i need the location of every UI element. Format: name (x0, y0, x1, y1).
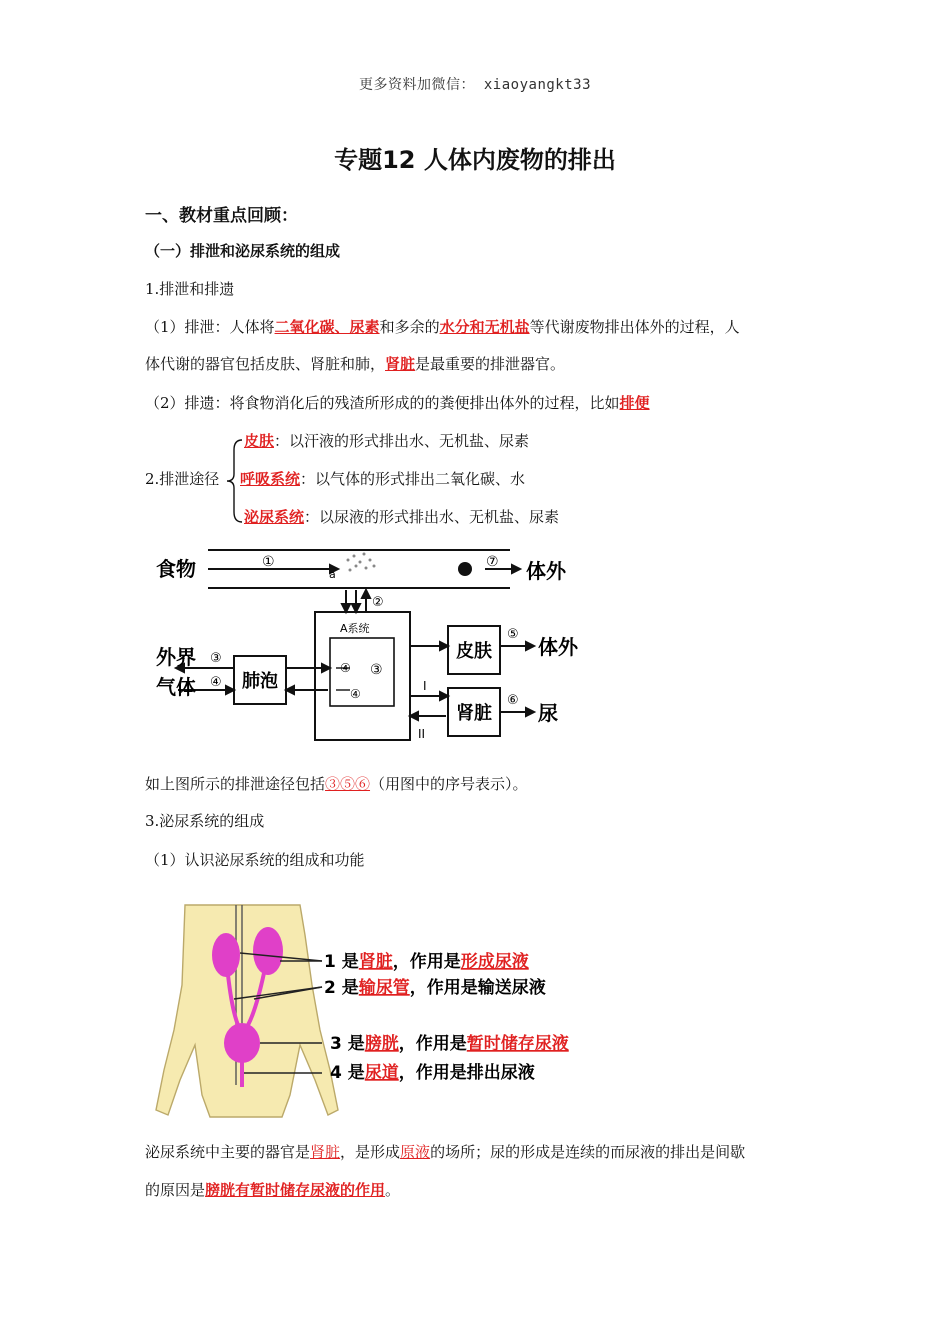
label-n1: ① (262, 554, 275, 570)
text: 的场所；尿的形成是连续的而尿液的排出是间歇 (430, 1143, 746, 1161)
answer-text: 呼吸系统 (240, 470, 301, 488)
answer-text: 原液 (400, 1143, 431, 1161)
text: 泌尿系统中主要的器官是 (145, 1143, 311, 1161)
text: 是最重要的排泄器官。 (415, 355, 566, 373)
label-n3: ③ (210, 651, 222, 666)
text: ：以汗液的形式排出水、无机盐、尿素 (274, 432, 530, 450)
route-respiratory (240, 468, 525, 489)
label-I: I (423, 679, 427, 693)
label-lung: 肺泡 (242, 671, 278, 692)
label-outside-air-2: 气体 (156, 675, 196, 699)
text: ，是形成 (340, 1143, 401, 1161)
answer-text: 膀胱 (364, 1034, 399, 1054)
paragraph-excretion-line1 (145, 316, 740, 337)
answer-text: 形成尿液 (460, 952, 529, 972)
excretion-pathway-diagram (150, 540, 590, 755)
text: （1）排泄：人体将 (145, 318, 275, 336)
label-system-a: A系统 (340, 622, 370, 635)
section-heading: 一、教材重点回顾： (145, 206, 298, 226)
text: ：以尿液的形式排出水、无机盐、尿素 (304, 508, 560, 526)
paragraph-summary-line1 (145, 1141, 745, 1162)
label-n6: ⑥ (507, 693, 519, 708)
item-2-label: 2.排泄途径 (145, 470, 220, 488)
route-skin (244, 430, 529, 451)
label-II: II (418, 727, 426, 741)
label-n2: ② (372, 595, 384, 610)
label-outside-1: 体外 (526, 559, 566, 583)
item-3-1-heading: （1）认识泌尿系统的组成和功能 (145, 851, 365, 869)
text: ，作用是输送尿液 (409, 978, 546, 998)
answer-text: 二氧化碳、尿素 (274, 318, 380, 336)
text: ，作用是 (392, 952, 461, 972)
answer-text: 肾脏 (385, 355, 416, 373)
label-kidney: 肾脏 (456, 703, 492, 724)
text: 如上图所示的排泄途径包括 (145, 775, 326, 793)
answer-text: 输尿管 (358, 978, 410, 998)
answer-text: 泌尿系统 (244, 508, 305, 526)
label-n4: ④ (210, 675, 222, 690)
callout-4 (330, 1062, 535, 1083)
text: 和多余的 (379, 318, 440, 336)
answer-text: 水分和无机盐 (439, 318, 530, 336)
label-a: a (329, 568, 336, 581)
answer-text: 暂时储存尿液 (466, 1034, 569, 1054)
text: ，作用是 (398, 1034, 467, 1054)
item-1-heading: 1.排泄和排遗 (145, 280, 235, 298)
label-n4-inner: ④ (340, 661, 351, 675)
text: 。 (385, 1181, 401, 1199)
page-header: 更多资料加微信： xiaoyangkt33 (358, 77, 592, 93)
route-urinary (244, 506, 559, 527)
text: 4 是 (330, 1063, 365, 1083)
answer-text: 皮肤 (244, 432, 275, 450)
text: 1 是 (324, 952, 359, 972)
page-title: 专题12 人体内废物的排出 (334, 146, 616, 174)
callout-1 (324, 951, 529, 972)
item-3-heading: 3.泌尿系统的组成 (145, 812, 265, 830)
paragraph-egestion (145, 392, 650, 413)
label-n7: ⑦ (486, 554, 499, 570)
text: 的原因是 (145, 1181, 206, 1199)
text: 体代谢的器官包括皮肤、肾脏和肺， (145, 355, 386, 373)
text: 3 是 (330, 1034, 365, 1054)
urinary-system-diagram (150, 895, 610, 1120)
label-food: 食物 (156, 557, 196, 581)
answer-text: 肾脏 (310, 1143, 341, 1161)
text: （用图中的序号表示）。 (370, 775, 528, 793)
text: 等代谢废物排出体外的过程，人 (529, 318, 740, 336)
label-outside-2: 体外 (538, 635, 578, 659)
label-n5: ⑤ (507, 627, 519, 642)
paragraph-diagram-answer (145, 773, 528, 794)
label-n4-inner-2: ④ (350, 687, 361, 701)
text: （2）排遗：将食物消化后的残渣所形成的的粪便排出体外的过程，比如 (145, 394, 620, 412)
answer-text: 肾脏 (358, 952, 393, 972)
subsection-heading: （一）排泄和泌尿系统的组成 (145, 242, 341, 260)
label-urine: 尿 (538, 701, 558, 725)
text: 2 是 (324, 978, 359, 998)
label-outside-air-1: 外界 (156, 645, 196, 669)
paragraph-excretion-line2 (145, 353, 565, 374)
label-n3-inner: ③ (370, 662, 383, 678)
answer-text: 排便 (619, 394, 650, 412)
callout-3 (330, 1033, 569, 1054)
answer-text: 尿道 (364, 1063, 399, 1083)
answer-text: ③⑤⑥ (325, 775, 371, 793)
text: ，作用是排出尿液 (398, 1063, 535, 1083)
answer-text: 膀胱有暂时储存尿液的作用 (205, 1181, 386, 1199)
paragraph-summary-line2 (145, 1179, 400, 1200)
text: ：以气体的形式排出二氧化碳、水 (300, 470, 526, 488)
label-skin: 皮肤 (456, 641, 492, 662)
callout-2 (324, 977, 546, 998)
